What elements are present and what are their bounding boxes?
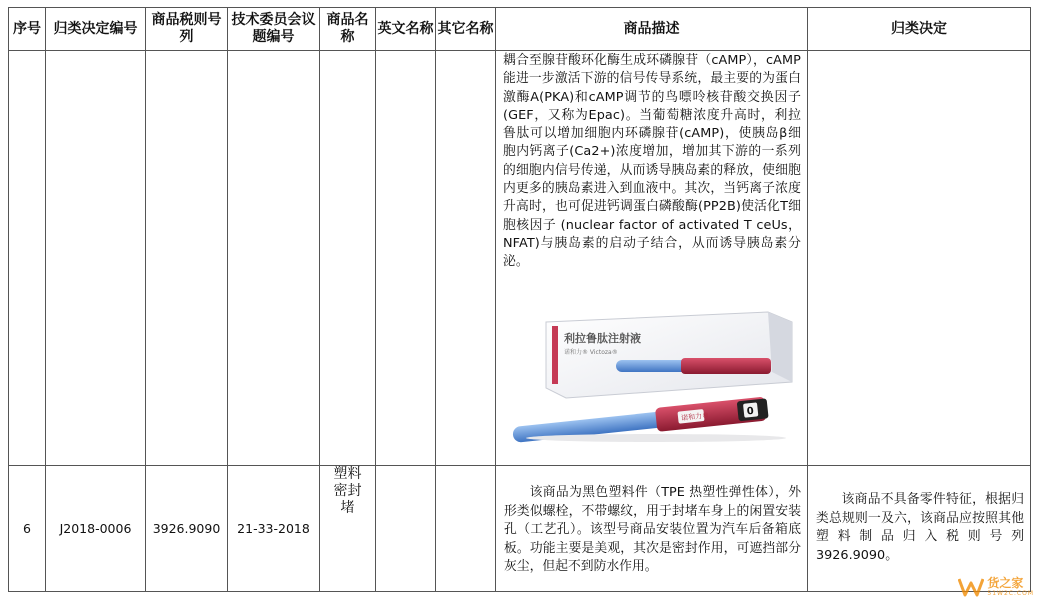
- box-brand: 诺和力® Victoza®: [564, 348, 618, 356]
- watermark-w-icon: [958, 576, 984, 598]
- description-text: 耦合至腺苷酸环化酶生成环磷腺苷（cAMP），cAMP能进一步激活下游的信号传导系统，最主要的为蛋白激酶A(PKA)和cAMP调节的鸟嘌呤核苷酸交换因子(GEF，又称为Epac)。当葡萄糖浓度升高时，利拉鲁肽可以增加细胞内环磷腺苷(cAMP)，使胰岛β细胞内钙离子(Ca2+)浓度增加，增加其下游的一系列的细胞内信号传递，从而诱导胰岛素的释放，使细胞内更多的胰岛素进入到血液中。其次，当钙离子浓度升高时，也可促进钙调蛋白磷酸酶(PP2B)使活化T细胞核因子 (nuclear factor of activated T ceUs，NFAT)与胰岛素的启动子结合，从而诱导胰岛素分泌。: [503, 53, 801, 270]
- cell-committee-no: 21-33-2018: [228, 466, 320, 592]
- table-row: [9, 51, 1031, 466]
- header-other-name: 其它名称: [436, 8, 496, 51]
- table-row: [9, 466, 1031, 592]
- header-description: 商品描述: [496, 8, 808, 51]
- description-text: 该商品为黑色塑料件（TPE 热塑性弹性体），外形类似螺栓，不带螺纹，用于封堵车身上的闲置安装孔（工艺孔）。该型号商品安装位置为汽车后备箱底板。功能主要是美观，其次是密封作用，可遮挡部分灰尘，但起不到防水作用。: [504, 485, 801, 574]
- watermark-brand: 货之家: [987, 576, 1024, 590]
- header-decision-no: 归类决定编号: [46, 8, 146, 51]
- header-tariff-no: 商品税则号列: [146, 8, 228, 51]
- product-name-text: 塑料密封堵: [333, 466, 362, 516]
- header-product-name: 商品名称: [320, 8, 376, 51]
- pen-label: 诺和力®: [680, 411, 710, 422]
- decision-text: 该商品不具备零件特征，根据归类总规则一及六，该商品应按照其他塑料制品归入税则号列 3926.9090。: [816, 492, 1024, 563]
- dial-value: 0: [746, 405, 755, 418]
- cell-tariff-no: [146, 51, 228, 466]
- cell-decision: [808, 51, 1031, 466]
- header-seq: 序号: [9, 8, 46, 51]
- header-english-name: 英文名称: [376, 8, 436, 51]
- cell-decision-no: J2018-0006: [46, 466, 146, 592]
- header-decision: 归类决定: [808, 8, 1031, 51]
- cell-product-name: [320, 51, 376, 466]
- cell-other-name: [436, 466, 496, 592]
- cell-seq: 6: [9, 466, 46, 592]
- product-image: [506, 308, 799, 444]
- cell-other-name: [436, 51, 496, 466]
- cell-decision: [808, 466, 1031, 592]
- watermark-logo: [958, 576, 1034, 598]
- cell-seq: [9, 51, 46, 466]
- cell-description: [496, 466, 808, 592]
- cell-tariff-no: 3926.9090: [146, 466, 228, 592]
- watermark-domain: 51W2C.COM: [987, 590, 1034, 597]
- cell-description: [496, 51, 808, 466]
- cell-decision-no: [46, 51, 146, 466]
- box-title: 利拉鲁肽注射液: [564, 331, 641, 345]
- cell-committee-no: [228, 51, 320, 466]
- injection-pen-image: [506, 308, 796, 444]
- classification-table: [8, 7, 1031, 592]
- cell-english-name: [376, 466, 436, 592]
- cell-english-name: [376, 51, 436, 466]
- header-row: [9, 8, 1031, 51]
- cell-product-name: [320, 466, 376, 592]
- header-committee-no: 技术委员会议题编号: [228, 8, 320, 51]
